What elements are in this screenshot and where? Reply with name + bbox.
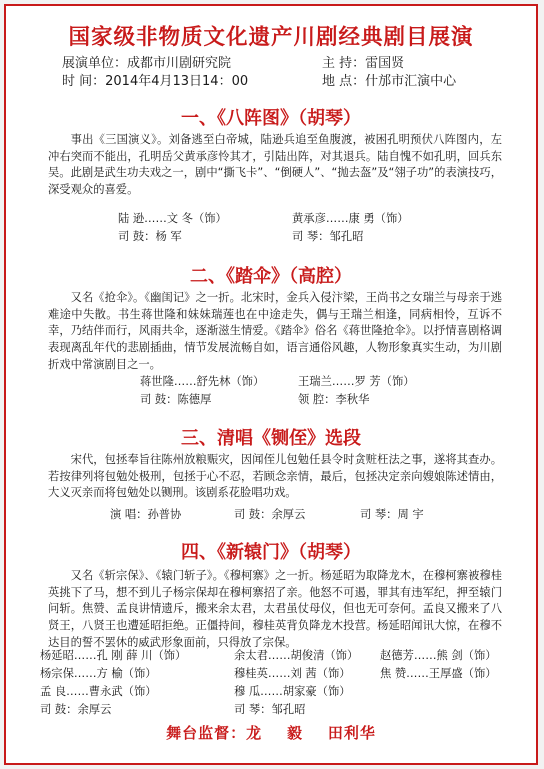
cast-line: 黄承彦……康 勇（饰） <box>292 212 409 225</box>
cast-line: 领 腔：李秋华 <box>298 393 370 406</box>
cast-line: 司 琴：邹孔昭 <box>292 230 364 243</box>
info-unit: 展演单位：成都市川剧研究院 <box>62 56 232 71</box>
section-4-heading: 四、《新辕门》（胡琴） <box>181 542 361 563</box>
cast-line: 司 琴：邹孔昭 <box>234 703 306 716</box>
page-title: 国家级非物质文化遗产川剧经典剧目展演 <box>68 25 474 50</box>
cast-line: 陆 逊……文 冬（饰） <box>118 212 227 225</box>
cast-line: 穆 瓜……胡家豪（饰） <box>234 685 351 698</box>
cast-line: 王瑞兰……罗 芳（饰） <box>298 375 415 388</box>
playbill-sheet <box>4 4 538 765</box>
section-4-synopsis: 又名《斩宗保》、《辕门斩子》。《穆柯寨》之一折。杨延昭为取降龙木，在穆柯寨被穆桂英挑下了马，想不到儿子杨宗保却在穆柯寨招了亲。他怒不可遏，罪其有违军纪，押至辕门问斩。焦赞、孟良讲情遗斥，搬来余太君，太君虽仗母仪，但也无可奈何。孟良又搬来了八贤王，八贤王也遭延昭拒绝。正僵持间，穆桂英背负降龙木投营。杨延昭闻讯大惊，在穆不达目的誓不罢休的威武形象面前，只得放了宗保。 <box>48 569 502 649</box>
section-1-heading: 一、《八阵图》（胡琴） <box>181 108 361 129</box>
section-2-heading: 二、《踏伞》（高腔） <box>190 266 352 287</box>
cast-line: 司 鼓：陈德厚 <box>140 393 212 406</box>
info-time: 时 间：2014年4月13日14：00 <box>62 74 249 89</box>
info-venue: 地 点：什邡市汇演中心 <box>322 74 457 89</box>
cast-line: 孟 良……曹永武（饰） <box>40 685 157 698</box>
cast-line: 穆桂英……刘 茜（饰） <box>234 667 351 680</box>
cast-line: 焦 赞……王厚盛（饰） <box>380 667 497 680</box>
cast-line: 司 琴：周 宇 <box>360 508 424 521</box>
cast-line: 司 鼓：余厚云 <box>40 703 112 716</box>
section-3-synopsis: 宋代，包拯奉旨往陈州放粮赈灾，因闻侄儿包勉任县令时贪赃枉法之事，遂将其查办。若按律列将包勉处极刑，包拯于心不忍，若顾念亲情，最后，包拯决定亲向嫂娘陈述情由，大义灭亲而将包勉处以铡刑。该剧系花脸唱功戏。 <box>48 453 502 500</box>
cast-line: 赵德芳……熊 剑（饰） <box>380 649 497 662</box>
cast-line: 蒋世隆……舒先林（饰） <box>140 375 265 388</box>
cast-line: 余太君……胡俊清（饰） <box>234 649 359 662</box>
cast-line: 杨延昭……孔 刚 薛 川（饰） <box>40 649 187 662</box>
cast-line: 演 唱：孙普协 <box>110 508 182 521</box>
stage-manager-credit: 舞台监督：龙 毅 田利华 <box>166 724 376 742</box>
section-2-synopsis: 又名《抢伞》。《幽闺记》之一折。北宋时，金兵入侵汴梁，王尚书之女瑞兰与母亲于逃难途中失散。书生蒋世隆和妹妹瑞莲也在中途走失，偶与王瑞兰相逢，同病相怜，互诉不幸，乃结伴而行，风雨共伞，逐渐滋生情爱。《踏伞》俗名《蒋世隆抢伞》。以抒情喜剧格调表现离乱年代的悲剧插曲，情节发展流畅自如，语言通俗风趣，人物形象真实生动，为川剧折戏中常演剧目之一。 <box>48 291 502 371</box>
cast-line: 司 鼓：余厚云 <box>234 508 306 521</box>
cast-line: 杨宗保……方 榆（饰） <box>40 667 157 680</box>
info-host: 主 持：雷国贤 <box>322 56 405 71</box>
cast-line: 司 鼓：杨 军 <box>118 230 182 243</box>
section-1-synopsis: 事出《三国演义》。刘备逃至白帝城，陆逊兵追至鱼腹渡，被困孔明预伏八阵图内，左冲右突而不能出，孔明岳父黄承彦怜其才，引陆出阵，对其退兵。陆自愧不如孔明，回兵东吴。此剧是武生功夫戏之一，剧中“撕飞卡”、“倒硬人”、“抛去盔”及“翎子功”的表演技巧，深受观众的喜爱。 <box>48 133 502 197</box>
section-3-heading: 三、清唱《铡侄》选段 <box>181 428 361 449</box>
